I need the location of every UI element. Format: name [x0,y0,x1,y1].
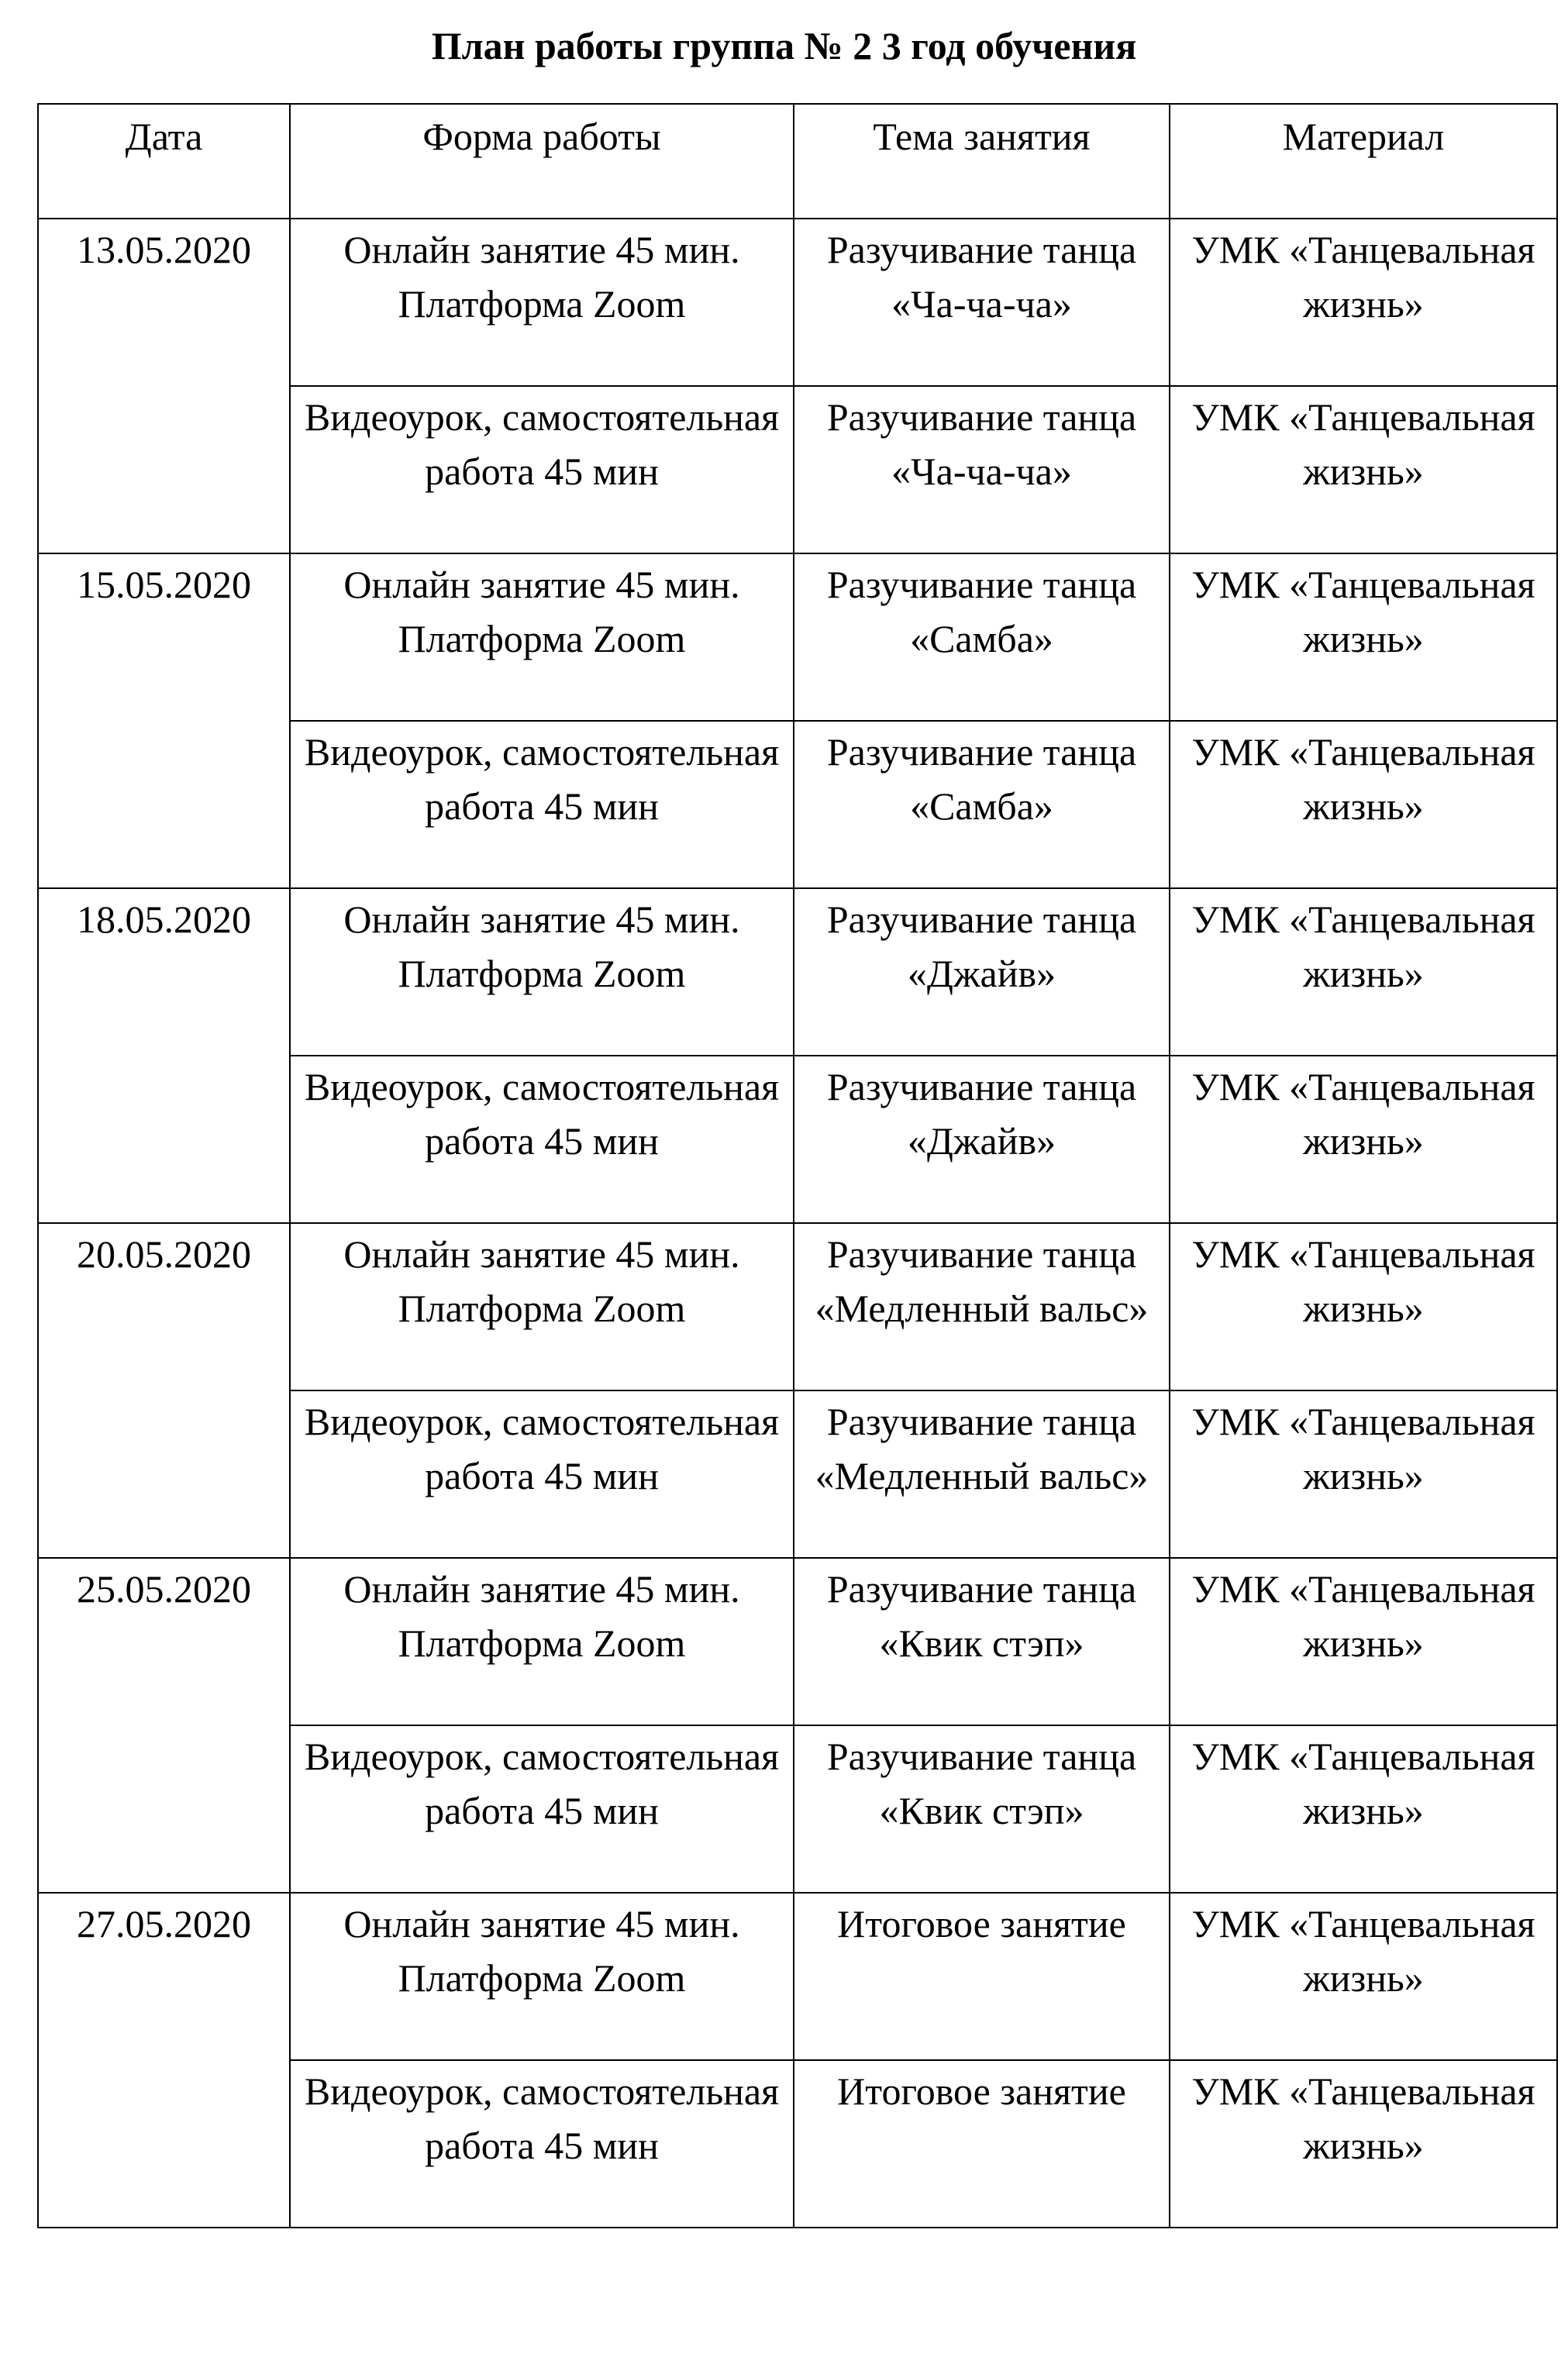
form-cell: Видеоурок, самостоятельная работа 45 мин [290,1725,794,1893]
table-row [38,553,1557,721]
date-cell: 20.05.2020 [38,1223,290,1558]
material-cell: УМК «Танцевальная жизнь» [1170,1558,1557,1725]
table-row [38,219,1557,386]
material-cell: УМК «Танцевальная жизнь» [1170,386,1557,553]
topic-cell: Разучивание танца «Квик стэп» [794,1725,1170,1893]
date-cell: 27.05.2020 [38,1893,290,2228]
material-cell: УМК «Танцевальная жизнь» [1170,1390,1557,1558]
date-cell: 18.05.2020 [38,888,290,1223]
form-cell: Видеоурок, самостоятельная работа 45 мин [290,1390,794,1558]
table-row [38,1893,1557,2060]
material-cell: УМК «Танцевальная жизнь» [1170,1056,1557,1223]
form-cell: Онлайн занятие 45 мин. Платформа Zoom [290,553,794,721]
material-cell: УМК «Танцевальная жизнь» [1170,1725,1557,1893]
table-row [38,1223,1557,1390]
topic-cell: Разучивание танца «Ча-ча-ча» [794,219,1170,386]
topic-cell: Разучивание танца «Ча-ча-ча» [794,386,1170,553]
topic-cell: Разучивание танца «Самба» [794,721,1170,888]
material-cell: УМК «Танцевальная жизнь» [1170,1223,1557,1390]
date-cell: 15.05.2020 [38,553,290,888]
table-header-row [38,104,1557,219]
topic-cell: Разучивание танца «Медленный вальс» [794,1223,1170,1390]
material-cell: УМК «Танцевальная жизнь» [1170,721,1557,888]
form-cell: Видеоурок, самостоятельная работа 45 мин [290,2060,794,2228]
header-material: Материал [1170,104,1557,219]
header-date: Дата [38,104,290,219]
form-cell: Онлайн занятие 45 мин. Платформа Zoom [290,1223,794,1390]
material-cell: УМК «Танцевальная жизнь» [1170,553,1557,721]
topic-cell: Разучивание танца «Медленный вальс» [794,1390,1170,1558]
topic-cell: Итоговое занятие [794,1893,1170,2060]
form-cell: Онлайн занятие 45 мин. Платформа Zoom [290,219,794,386]
topic-cell: Разучивание танца «Джайв» [794,888,1170,1056]
date-cell: 25.05.2020 [38,1558,290,1893]
form-cell: Видеоурок, самостоятельная работа 45 мин [290,386,794,553]
table-row [38,888,1557,1056]
topic-cell: Разучивание танца «Квик стэп» [794,1558,1170,1725]
page-title: План работы группа № 2 3 год обучения [431,24,1137,67]
form-cell: Видеоурок, самостоятельная работа 45 мин [290,1056,794,1223]
material-cell: УМК «Танцевальная жизнь» [1170,1893,1557,2060]
topic-cell: Разучивание танца «Самба» [794,553,1170,721]
material-cell: УМК «Танцевальная жизнь» [1170,219,1557,386]
form-cell: Видеоурок, самостоятельная работа 45 мин [290,721,794,888]
header-form: Форма работы [290,104,794,219]
topic-cell: Разучивание танца «Джайв» [794,1056,1170,1223]
table-row [38,1558,1557,1725]
form-cell: Онлайн занятие 45 мин. Платформа Zoom [290,888,794,1056]
form-cell: Онлайн занятие 45 мин. Платформа Zoom [290,1893,794,2060]
material-cell: УМК «Танцевальная жизнь» [1170,2060,1557,2228]
header-topic: Тема занятия [794,104,1170,219]
material-cell: УМК «Танцевальная жизнь» [1170,888,1557,1056]
date-cell: 13.05.2020 [38,219,290,553]
topic-cell: Итоговое занятие [794,2060,1170,2228]
schedule-table [37,103,1558,2228]
form-cell: Онлайн занятие 45 мин. Платформа Zoom [290,1558,794,1725]
